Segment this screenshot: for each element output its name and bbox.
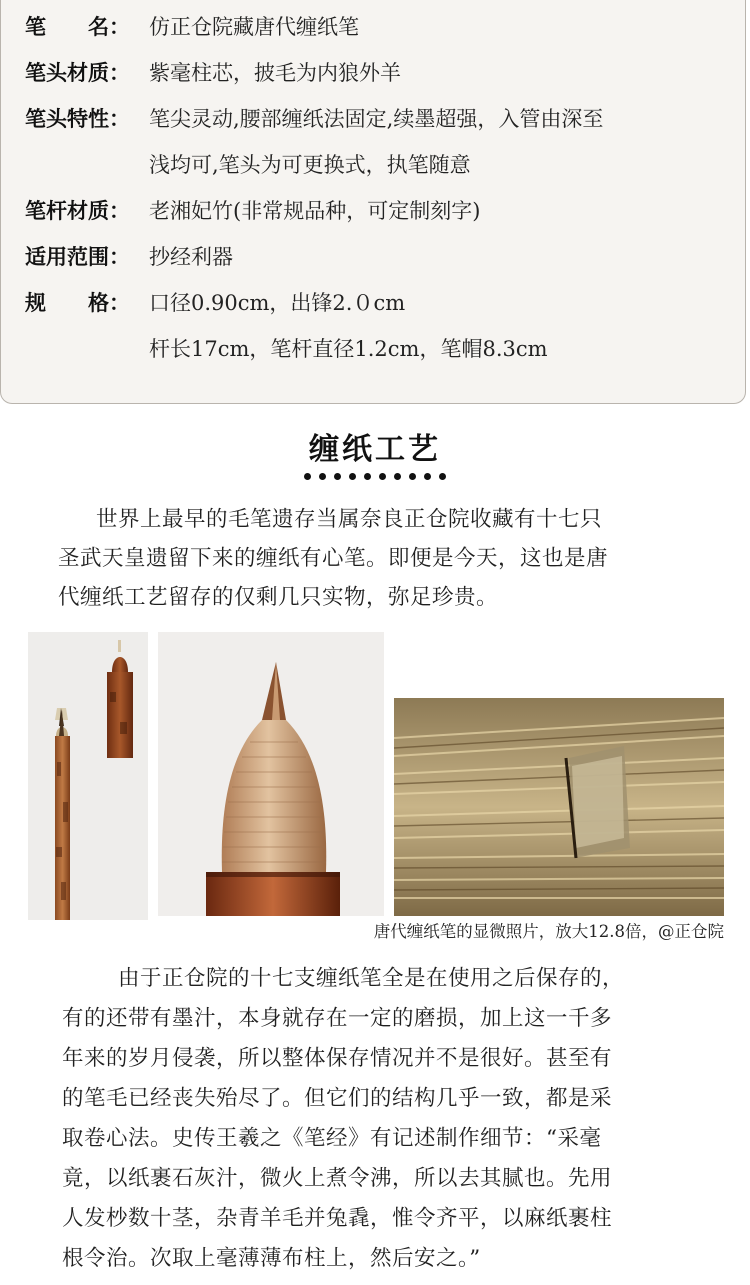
intro-line: 圣武天皇遗留下来的缠纸有心笔。即便是今天，这也是唐 bbox=[58, 546, 609, 571]
spec-label: 笔 名： bbox=[25, 14, 130, 39]
spec-value-continued: 杆长17cm，笔杆直径1.2cm，笔帽8.3cm bbox=[149, 337, 548, 361]
body-line: 取卷心法。史传王羲之《笔经》有记述制作细节：“采毫 bbox=[62, 1126, 602, 1151]
spec-label: 笔头材质： bbox=[25, 60, 130, 85]
body-line: 有的还带有墨汁，本身就存在一定的磨损，加上这一千多 bbox=[62, 1006, 613, 1031]
brush-tip-closeup-photo bbox=[158, 632, 384, 916]
brush-with-cap-image bbox=[28, 632, 148, 920]
spec-row-shaft-material bbox=[25, 196, 480, 226]
microscope-fiber-image bbox=[394, 698, 724, 916]
spec-label: 笔头特性： bbox=[25, 106, 130, 131]
intro-line: 代缠纸工艺留存的仅剩几只实物，弥足珍贵。 bbox=[58, 585, 499, 610]
spec-label: 笔杆材质： bbox=[25, 198, 130, 223]
intro-line: 世界上最早的毛笔遗存当属奈良正仓院收藏有十七只 bbox=[96, 507, 603, 532]
body-line: 的笔毛已经丧失殆尽了。但它们的结构几乎一致，都是采 bbox=[62, 1086, 613, 1111]
spec-label: 规 格： bbox=[25, 290, 130, 315]
spec-row-head-material bbox=[25, 58, 401, 88]
brush-with-cap-photo bbox=[28, 632, 148, 920]
spec-value-continued: 浅均可,笔头为可更换式，执笔随意 bbox=[149, 153, 471, 177]
spec-row-usage bbox=[25, 242, 233, 272]
spec-card bbox=[0, 0, 746, 404]
spec-row-name bbox=[25, 12, 359, 42]
body-line: 根令治。次取上毫薄薄布柱上，然后安之。” bbox=[62, 1246, 481, 1271]
brush-tip-closeup-image bbox=[158, 632, 384, 916]
spec-value: 抄经利器 bbox=[149, 245, 233, 269]
body-line: 由于正仓院的十七支缠纸笔全是在使用之后保存的， bbox=[118, 966, 625, 991]
section-title: 缠纸工艺 bbox=[309, 432, 441, 467]
body-line: 年来的岁月侵袭，所以整体保存情况并不是很好。甚至有 bbox=[62, 1046, 613, 1071]
spec-row-head-feature bbox=[25, 104, 603, 134]
spec-label: 适用范围： bbox=[25, 244, 130, 269]
spec-value: 紫毫柱芯，披毛为内狼外羊 bbox=[149, 61, 401, 85]
photo-caption: 唐代缠纸笔的显微照片，放大12.8倍，@正仓院 bbox=[373, 922, 724, 941]
spec-value: 仿正仓院藏唐代缠纸笔 bbox=[149, 15, 359, 39]
microscope-photo bbox=[394, 698, 724, 916]
spec-value: 笔尖灵动,腰部缠纸法固定,续墨超强，入管由深至 bbox=[149, 107, 604, 131]
body-line: 人发杪数十茎，杂青羊毛并兔毳，惟令齐平，以麻纸裹柱 bbox=[62, 1206, 613, 1231]
title-dots-divider bbox=[0, 468, 750, 484]
spec-row-dimensions bbox=[25, 288, 405, 318]
body-line: 竟，以纸裹石灰汁，微火上煮令沸，所以去其腻也。先用 bbox=[62, 1166, 613, 1191]
spec-value: 口径0.90cm，出锋2.０cm bbox=[149, 291, 406, 315]
spec-value: 老湘妃竹(非常规品种，可定制刻字) bbox=[149, 199, 481, 223]
